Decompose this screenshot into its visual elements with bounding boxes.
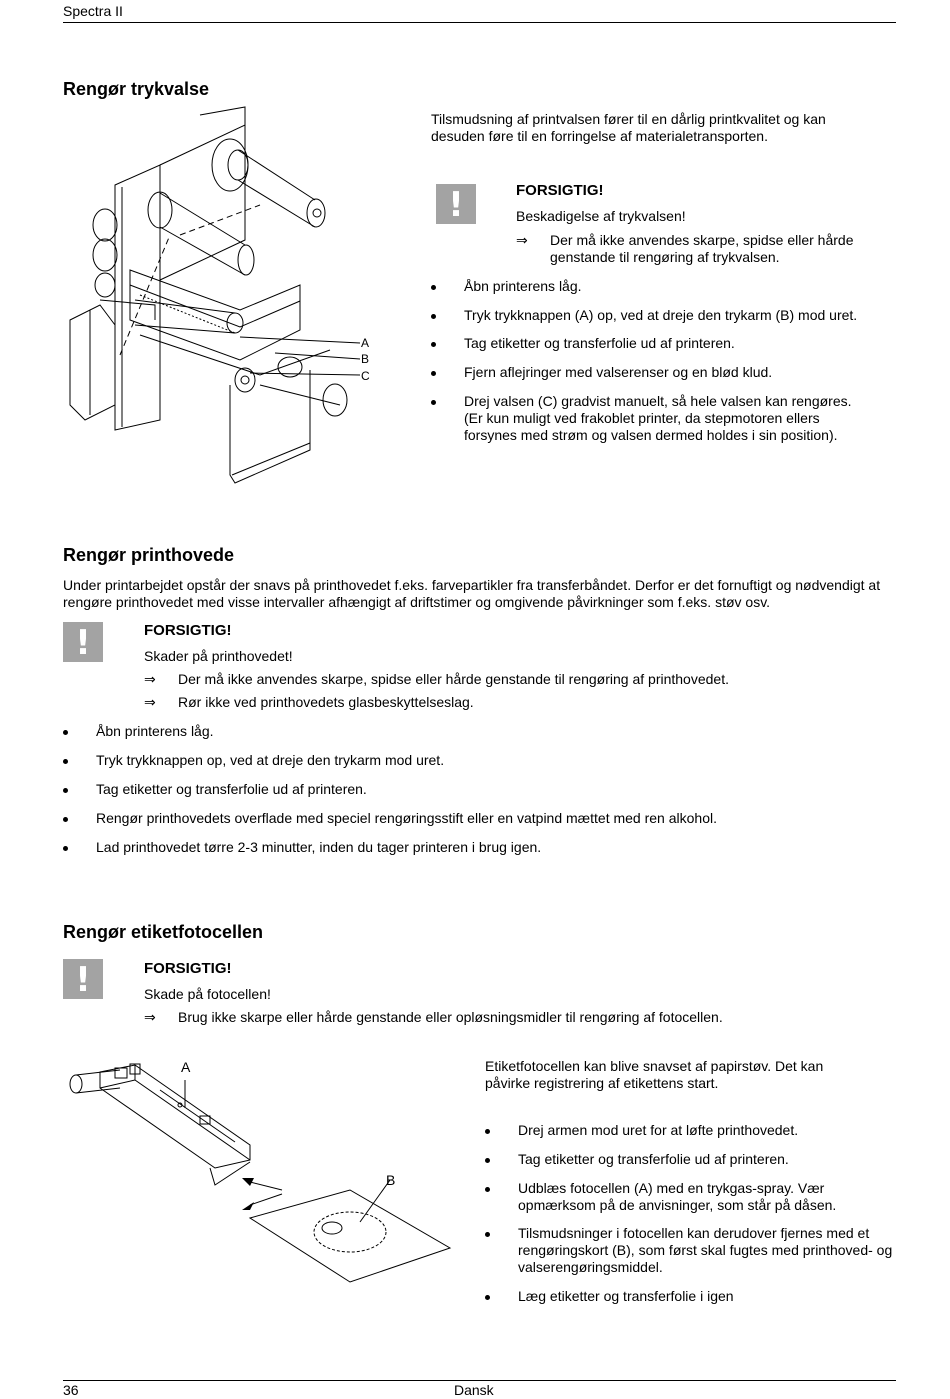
page-header-title: Spectra II (63, 3, 123, 19)
warning-subtitle: Skader på printhovedet! (144, 648, 293, 664)
warning-item: ⇒ Rør ikke ved printhovedets glasbeskyttelseslag. (144, 694, 474, 710)
figure-label-a: A (181, 1059, 191, 1075)
figure-label-b: B (361, 352, 370, 366)
header-rule (63, 22, 896, 23)
arrow-icon (242, 1178, 254, 1186)
exclamation-icon: ! (436, 184, 476, 224)
bullet-dot-icon (63, 788, 68, 793)
bullet-dot-icon (431, 285, 436, 290)
exclamation-icon: ! (63, 959, 103, 999)
warning-title: FORSIGTIG! (516, 182, 604, 199)
bullet-dot-icon (485, 1232, 490, 1237)
double-arrow-icon: ⇒ (144, 694, 156, 710)
warning-subtitle: Beskadigelse af trykvalsen! (516, 208, 686, 224)
double-arrow-icon: ⇒ (144, 1009, 156, 1025)
warning-item: ⇒ Der må ikke anvendes skarpe, spidse eller hårde genstande til rengøring af printhovedet. (144, 671, 729, 687)
page-number: 36 (63, 1382, 79, 1398)
figure-label-b: B (386, 1172, 396, 1188)
double-arrow-icon: ⇒ (516, 232, 528, 248)
photocell-intro-text: Etiketfotocellen kan blive snavset af papirstøv. Det kan påvirke registrering af etikettens start. (485, 1058, 824, 1091)
warning-title: FORSIGTIG! (144, 960, 232, 977)
bullet-dot-icon (485, 1129, 490, 1134)
bullet-dot-icon (431, 342, 436, 347)
section-heading-etiketfotocellen: Rengør etiketfotocellen (63, 922, 264, 942)
exclamation-icon: ! (63, 622, 103, 662)
bullet-dot-icon (63, 817, 68, 822)
warning-subtitle: Skade på fotocellen! (144, 986, 271, 1002)
bullet-dot-icon (431, 314, 436, 319)
bullet-dot-icon (485, 1295, 490, 1300)
warning-item: ⇒ Der må ikke anvendes skarpe, spidse eller hårde genstande til rengøring af trykvalsen. (516, 232, 854, 265)
section-heading-printhovede: Rengør printhovede (63, 545, 235, 565)
printhead-intro-text: Under printarbejdet opstår der snavs på printhovedet f.eks. farvepartikler fra transferbåndet. Derfor er det fornuftigt og nødvendigt at rengøre printhovedet med visse intervaller afhængigt af driftstimer og omgivende påvirkninger som f.eks. støv osv. (63, 577, 881, 610)
figure-label-a: A (361, 336, 370, 350)
warning-title: FORSIGTIG! (144, 622, 232, 639)
bullet-dot-icon (431, 400, 436, 405)
printer-roller-illustration (60, 105, 380, 490)
bullet-dot-icon (485, 1158, 490, 1163)
roller-intro-text: Tilsmudsning af printvalsen fører til en dårlig printkvalitet og kan desuden føre til en forringelse af materialetransporten. (431, 111, 826, 144)
bullet-dot-icon (431, 371, 436, 376)
bullet-dot-icon (485, 1187, 490, 1192)
arrow-icon (242, 1202, 254, 1210)
footer-rule (63, 1380, 896, 1381)
warning-item: ⇒ Brug ikke skarpe eller hårde genstande eller opløsningsmidler til rengøring af fotocellen. (144, 1009, 723, 1025)
bullet-dot-icon (63, 730, 68, 735)
section-heading-trykvalse: Rengør trykvalse (63, 79, 210, 99)
photocell-illustration (60, 1050, 480, 1290)
bullet-dot-icon (63, 759, 68, 764)
double-arrow-icon: ⇒ (144, 671, 156, 687)
figure-label-c: C (361, 369, 370, 383)
footer-language: Dansk (454, 1382, 494, 1398)
bullet-dot-icon (63, 846, 68, 851)
